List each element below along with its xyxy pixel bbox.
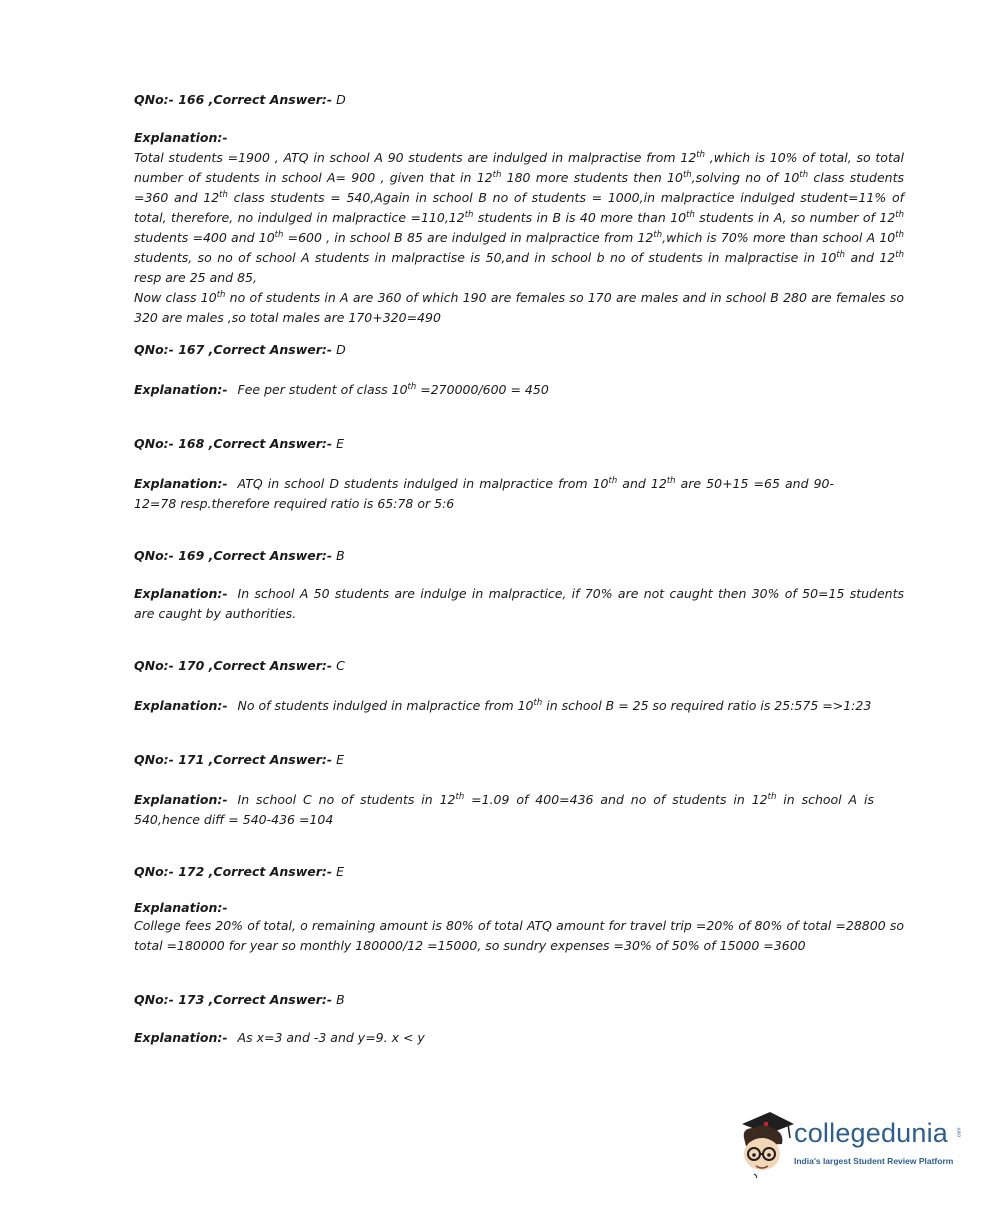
question-header: QNo:- 171 ,Correct Answer:- E: [134, 752, 345, 767]
question-header: QNo:- 168 ,Correct Answer:- E: [134, 436, 345, 451]
correct-answer: B: [336, 548, 345, 563]
logo-tagline: India's largest Student Review Platform: [794, 1156, 954, 1166]
explanation-text: As x=3 and -3 and y=9. x < y: [237, 1030, 425, 1045]
question-171: [134, 750, 904, 830]
explanation-text: [134, 148, 904, 328]
explanation-text: College fees 20% of total, o remaining amount is 80% of total ATQ amount for travel trip =20% of 80% of total =28800 so total =180000 for year so monthly 180000/12 =15000, so sundry expenses =30% of 50% of 15000 =3600: [134, 918, 904, 953]
explanation-paragraph: Total students =1900 , ATQ in school A 90 students are indulged in malpractise from 12th ,which is 10% of total, so total number of students in school A= 900 , given that in 12th 180 more students then 10th,solving no of 10th class students =360 and 12th class students = 540,Again in school B no of students = 1000,in malpractice indulged student=11% of total, therefore, no indulged in malpractice =110,12th students in B is 40 more than 10th students in A, so number of 12th students =400 and 10th =600 , in school B 85 are indulged in malpractice from 12th,which is 70% more than school A 10th students, so no of school A students in malpractise is 50,and in school b no of students in malpractise in 10th and 12th resp are 25 and 85,: [134, 149, 905, 285]
question-172: [134, 862, 904, 956]
explanation-text: In school A 50 students are indulge in malpractice, if 70% are not caught then 30% of 50=15 students are caught by authorities.: [134, 586, 904, 621]
correct-answer: D: [336, 92, 346, 107]
question-header: QNo:- 170 ,Correct Answer:- C: [134, 658, 345, 673]
question-header: QNo:- 172 ,Correct Answer:- E: [134, 864, 345, 879]
explanation: [134, 128, 904, 328]
explanation-label: Explanation:-: [134, 476, 228, 491]
explanation: [134, 790, 874, 830]
explanation-text: No of students indulged in malpractice from 10th in school B = 25 so required ratio is 25:575 =>1:23: [237, 697, 872, 713]
question-header: QNo:- 173 ,Correct Answer:- B: [134, 992, 345, 1007]
explanation-text: Fee per student of class 10th =270000/600 = 450: [237, 381, 549, 397]
logo-name: collegedunia: [794, 1118, 949, 1148]
question-header: QNo:- 167 ,Correct Answer:- D: [134, 342, 346, 357]
question-167: [134, 340, 904, 400]
explanation-label: Explanation:-: [134, 698, 228, 713]
explanation-paragraph: Now class 10th no of students in A are 360 of which 190 are females so 170 are males and in school B 280 are females so 320 are males ,so total males are 170+320=490: [134, 289, 904, 325]
logo-domain: .com: [956, 1127, 963, 1139]
mascot-icon: [736, 1108, 796, 1178]
question-169: [134, 546, 904, 624]
explanation: [134, 900, 904, 956]
explanation-text: In school C no of students in 12th =1.09 of 400=436 and no of students in 12th in school A is 540,hence diff = 540-436 =104: [134, 791, 874, 827]
correct-answer: E: [336, 436, 345, 451]
question-168: [134, 434, 904, 514]
explanation: [134, 696, 904, 716]
question-header: QNo:- 166 ,Correct Answer:- D: [134, 92, 346, 107]
explanation-label: Explanation:-: [134, 586, 228, 601]
question-170: [134, 656, 904, 716]
question-header: QNo:- 169 ,Correct Answer:- B: [134, 548, 345, 563]
explanation-label: Explanation:-: [134, 130, 228, 145]
question-173: [134, 990, 904, 1048]
explanation-label: Explanation:-: [134, 792, 228, 807]
explanation-text: ATQ in school D students indulged in malpractice from 10th and 12th are 50+15 =65 and 90-12=78 resp.therefore required ratio is 65:78 or 5:6: [134, 475, 834, 511]
correct-answer: B: [336, 992, 345, 1007]
explanation-label: Explanation:-: [134, 382, 228, 397]
correct-answer: D: [336, 342, 346, 357]
question-166: [134, 90, 904, 328]
correct-answer: E: [336, 864, 345, 879]
explanation: [134, 1028, 904, 1048]
explanation: [134, 584, 904, 624]
explanation-label: Explanation:-: [134, 900, 228, 915]
explanation: [134, 474, 834, 514]
explanation: [134, 380, 904, 400]
explanation-label: Explanation:-: [134, 1030, 228, 1045]
collegedunia-logo: [736, 1108, 966, 1178]
correct-answer: C: [336, 658, 345, 673]
correct-answer: E: [336, 752, 345, 767]
